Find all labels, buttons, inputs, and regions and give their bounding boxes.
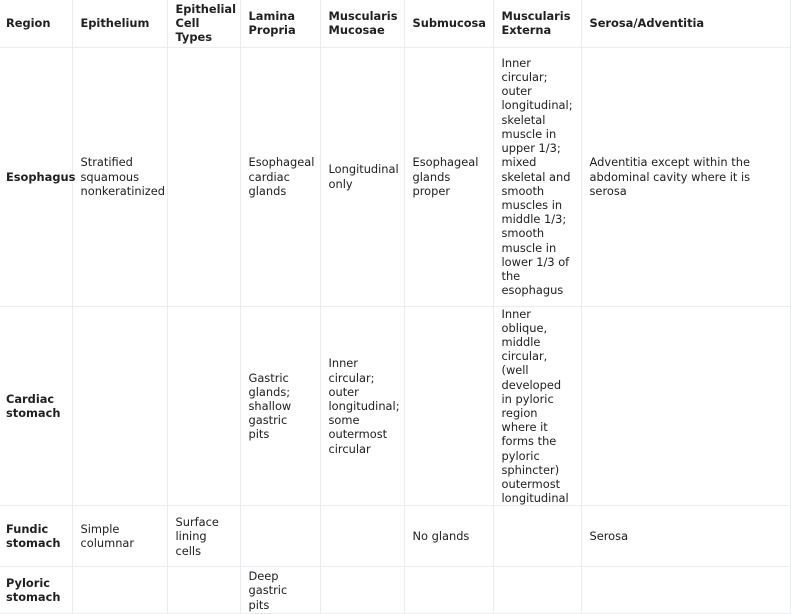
cell-lamina-propria: Esophageal cardiac glands — [240, 47, 320, 306]
cell-cell-types — [167, 567, 240, 614]
cell-lamina-propria — [240, 506, 320, 567]
cell-lamina-propria: Gastric glands; shallow gastric pits — [240, 306, 320, 506]
header-lamina-propria: Lamina Propria — [240, 0, 320, 47]
cell-epithelium — [72, 306, 167, 506]
cell-muscularis-mucosae: Inner circular; outer longitudinal; some outermost circular — [320, 306, 404, 506]
table-row — [0, 47, 790, 306]
header-submucosa: Submucosa — [404, 0, 493, 47]
cell-cell-types — [167, 306, 240, 506]
header-epithelial-cell-types: Epithelial Cell Types — [167, 0, 240, 47]
header-muscularis-mucosae: Muscularis Mucosae — [320, 0, 404, 47]
cell-submucosa — [404, 567, 493, 614]
header-row — [0, 0, 790, 47]
cell-muscularis-externa — [493, 567, 581, 614]
cell-submucosa: No glands — [404, 506, 493, 567]
table-row — [0, 506, 790, 567]
row-header-region: Cardiac stomach — [0, 306, 72, 506]
cell-muscularis-externa — [493, 506, 581, 567]
row-header-region: Fundic stomach — [0, 506, 72, 567]
cell-cell-types: Surface lining cells — [167, 506, 240, 567]
cell-serosa: Adventitia except within the abdominal cavity where it is serosa — [581, 47, 790, 306]
cell-submucosa: Esophageal glands proper — [404, 47, 493, 306]
header-region: Region — [0, 0, 72, 47]
cell-epithelium: Stratified squamous nonkeratinized — [72, 47, 167, 306]
cell-submucosa — [404, 306, 493, 506]
cell-lamina-propria: Deep gastric pits — [240, 567, 320, 614]
table-row — [0, 306, 790, 506]
header-muscularis-externa: Muscularis Externa — [493, 0, 581, 47]
row-header-region: Esophagus — [0, 47, 72, 306]
cell-muscularis-mucosae — [320, 567, 404, 614]
cell-muscularis-externa: Inner oblique, middle circular, (well developed in pyloric region where it forms the pyloric sphincter) outermost longitudinal — [493, 306, 581, 506]
table-row — [0, 567, 790, 614]
header-epithelium: Epithelium — [72, 0, 167, 47]
cell-muscularis-mucosae — [320, 506, 404, 567]
header-serosa-adventitia: Serosa/Adventitia — [581, 0, 790, 47]
cell-epithelium: Simple columnar — [72, 506, 167, 567]
cell-serosa: Serosa — [581, 506, 790, 567]
cell-cell-types — [167, 47, 240, 306]
cell-muscularis-mucosae: Longitudinal only — [320, 47, 404, 306]
cell-serosa — [581, 567, 790, 614]
cell-epithelium — [72, 567, 167, 614]
cell-muscularis-externa: Inner circular; outer longitudinal; skeletal muscle in upper 1/3; mixed skeletal and smooth muscles in middle 1/3; smooth muscle in lower 1/3 of the esophagus — [493, 47, 581, 306]
cell-serosa — [581, 306, 790, 506]
row-header-region: Pyloric stomach — [0, 567, 72, 614]
